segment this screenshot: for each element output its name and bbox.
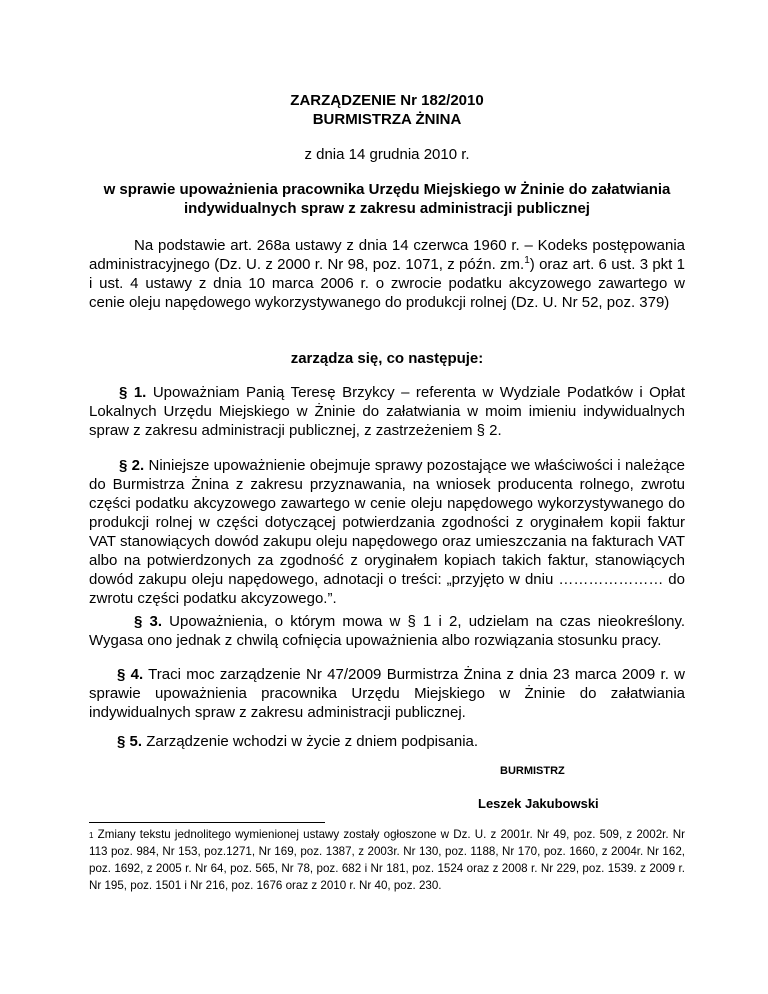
legal-basis-text-b: ) oraz art. 6 ust. 3 pkt 1 i ust. 4 ustawy z dnia 10 marca 2006 r. o zwrocie podatku akcyzowego zawartego w cenie oleju napędowego wykorzystywanego do produkcji rolnej (Dz. U. Nr 52, poz. 379): [89, 256, 685, 311]
signature-title: BURMISTRZ: [500, 765, 565, 777]
paragraph-2-label: § 2.: [119, 457, 145, 474]
paragraph-5: [89, 732, 685, 751]
document-title: ZARZĄDZENIE Nr 182/2010: [290, 92, 484, 109]
paragraph-4: [89, 665, 685, 722]
decree-heading: zarządza się, co następuje:: [290, 350, 484, 367]
footnote-separator: [89, 822, 325, 823]
paragraph-5-text: Zarządzenie wchodzi w życie z dniem podpisania.: [142, 733, 479, 750]
paragraph-4-text: Traci moc zarządzenie Nr 47/2009 Burmistrza Żnina z dnia 23 marca 2009 r. w sprawie upoważnienia pracownika Urzędu Miejskiego w Żninie do załatwiania indywidualnych spraw z zakresu administracji publicznej.: [89, 666, 685, 721]
legal-basis-paragraph: [89, 236, 685, 312]
paragraph-1: [89, 383, 685, 440]
paragraph-1-text: Upoważniam Panią Teresę Brzykcy – referenta w Wydziale Podatków i Opłat Lokalnych Urzędu Miejskiego w Żninie do załatwiania w moim imieniu indywidualnych spraw z zakresu administracji publicznej, z zastrzeżeniem § 2.: [89, 384, 685, 439]
document-date: z dnia 14 grudnia 2010 r.: [304, 146, 470, 163]
paragraph-2-text: Niniejsze upoważnienie obejmuje sprawy pozostające we właściwości i należące do Burmistrza Żnina z zakresu przyznawania, na wniosek producenta rolnego, zwrotu części podatku akcyzowego zawartego w cenie oleju napędowego wykorzystywanego do produkcji rolnej w części dotyczącej potwierdzania zgodności z oryginałem kopii faktur VAT stanowiących dowód zakupu oleju napędowego oraz umieszczania na fakturach VAT albo na potwierdzonych za zgodność z oryginałem kopiach takich faktur, stanowiących dowód zakupu oleju napędowego, adnotacji o treści: „przyjęto w dniu ………………… do zwrotu części podatku akcyzowego.”.: [89, 457, 686, 607]
subject-line-2: indywidualnych spraw z zakresu administracji publicznej: [184, 200, 590, 217]
footnote-text: Zmiany tekstu jednolitego wymienionej ustawy zostały ogłoszone w Dz. U. z 2001r. Nr 49, poz. 509, z 2002r. Nr 113 poz. 984, Nr 153, poz.1271, Nr 169, poz. 1387, z 2003r. Nr 130, poz. 1188, Nr 170, poz. 1660, z 2004r. Nr 162, poz. 1692, z 2005 r. Nr 64, poz. 565, Nr 78, poz. 682 i Nr 181, poz. 1524 oraz z 2008 r. Nr 229, poz. 1539. z 2009 r. Nr 195, poz. 1501 i Nr 216, poz. 1676 oraz z 2010 r. Nr 40, poz. 230.: [89, 828, 685, 892]
paragraph-1-label: § 1.: [119, 384, 147, 401]
legal-basis-text-a: Na podstawie art. 268a ustawy z dnia 14 czerwca 1960 r. – Kodeks postępowania administracyjnego (Dz. U. z 2000 r. Nr 98, poz. 1071, z późn. zm.: [89, 237, 685, 273]
paragraph-5-label: § 5.: [117, 733, 143, 750]
paragraph-3: [89, 612, 685, 650]
paragraph-3-label: § 3.: [134, 613, 163, 630]
paragraph-4-label: § 4.: [117, 666, 144, 683]
document-subject: [89, 180, 685, 218]
paragraph-3-text: Upoważnienia, o którym mowa w § 1 i 2, udzielam na czas nieokreślony. Wygasa ono jednak z chwilą cofnięcia upoważnienia albo rozwiązania stosunku pracy.: [89, 613, 685, 649]
signature-name: Leszek Jakubowski: [478, 796, 599, 811]
footnote: [89, 826, 685, 894]
footnote-reference: 1: [524, 255, 530, 266]
footnote-mark: 1: [89, 831, 94, 840]
paragraph-2: [89, 456, 685, 608]
subject-line-1: w sprawie upoważnienia pracownika Urzędu Miejskiego w Żninie do załatwiania: [103, 181, 671, 198]
document-issuer: BURMISTRZA ŻNINA: [312, 111, 462, 128]
